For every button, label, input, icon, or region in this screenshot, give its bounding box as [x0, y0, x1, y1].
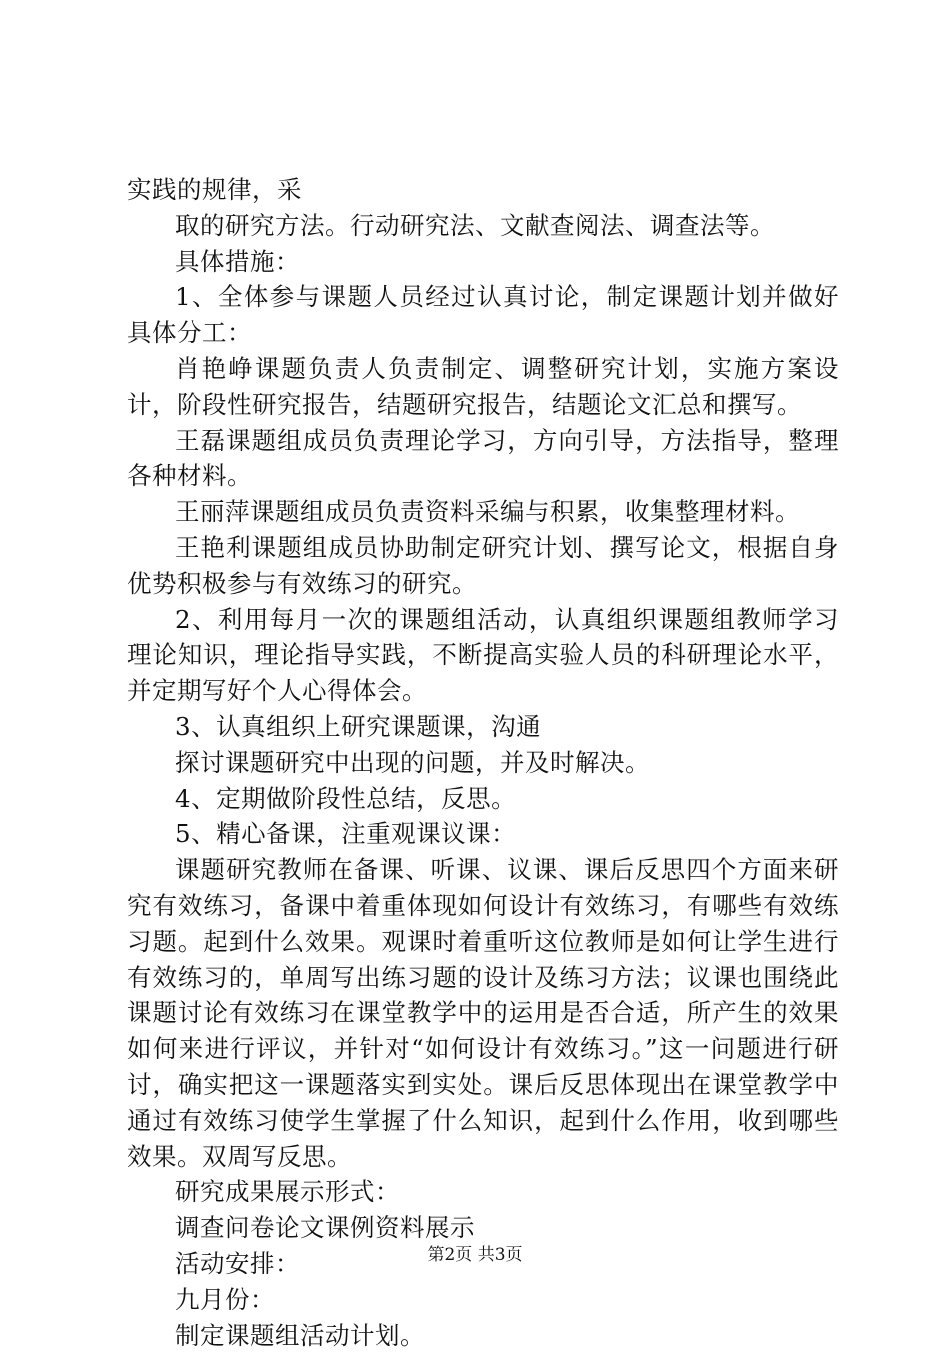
paragraph-12: 4、定期做阶段性总结，反思。 — [127, 781, 839, 817]
paragraph-7: 王丽萍课题组成员负责资料采编与积累，收集整理材料。 — [127, 494, 839, 530]
paragraph-9: 2、利用每月一次的课题组活动，认真组织课题组教师学习理论知识，理论指导实践，不断提高实验人员的科研理论水平，并定期写好个人心得体会。 — [127, 602, 839, 709]
paragraph-4: 1、全体参与课题人员经过认真讨论，制定课题计划并做好具体分工： — [127, 279, 839, 351]
page-number-footer: 第2页 共3页 — [0, 1244, 950, 1266]
paragraph-15: 研究成果展示形式： — [127, 1174, 839, 1210]
paragraph-6: 王磊课题组成员负责理论学习，方向引导，方法指导，整理各种材料。 — [127, 423, 839, 495]
paragraph-19: 制定课题组活动计划。 — [127, 1318, 839, 1353]
paragraph-13: 5、精心备课，注重观课议课： — [127, 816, 839, 852]
paragraph-8: 王艳利课题组成员协助制定研究计划、撰写论文，根据自身优势积极参与有效练习的研究。 — [127, 530, 839, 602]
paragraph-14: 课题研究教师在备课、听课、议课、课后反思四个方面来研究有效练习，备课中着重体现如何设计有效练习，有哪些有效练习题。起到什么效果。观课时着重听这位教师是如何让学生进行有效练习的，单周写出练习题的设计及练习方法；议课也围绕此课题讨论有效练习在课堂教学中的运用是否合适，所产生的效果如何来进行评议，并针对“如何设计有效练习。”这一问题进行研讨，确实把这一课题落实到实处。课后反思体现出在课堂教学中通过有效练习使学生掌握了什么知识，起到什么作用，收到哪些效果。双周写反思。 — [127, 852, 839, 1174]
paragraph-11: 探讨课题研究中出现的问题，并及时解决。 — [127, 745, 839, 781]
paragraph-1: 实践的规律，采 — [127, 172, 839, 208]
paragraph-2: 取的研究方法。行动研究法、文献查阅法、调查法等。 — [127, 208, 839, 244]
document-body — [127, 172, 839, 1353]
paragraph-3: 具体措施： — [127, 244, 839, 280]
paragraph-18: 九月份： — [127, 1282, 839, 1318]
paragraph-5: 肖艳峥课题负责人负责制定、调整研究计划，实施方案设计，阶段性研究报告，结题研究报告，结题论文汇总和撰写。 — [127, 351, 839, 423]
paragraph-17: 活动安排： — [127, 1246, 839, 1282]
paragraph-10: 3、认真组织上研究课题课，沟通 — [127, 709, 839, 745]
paragraph-16: 调查问卷论文课例资料展示 — [127, 1210, 839, 1246]
